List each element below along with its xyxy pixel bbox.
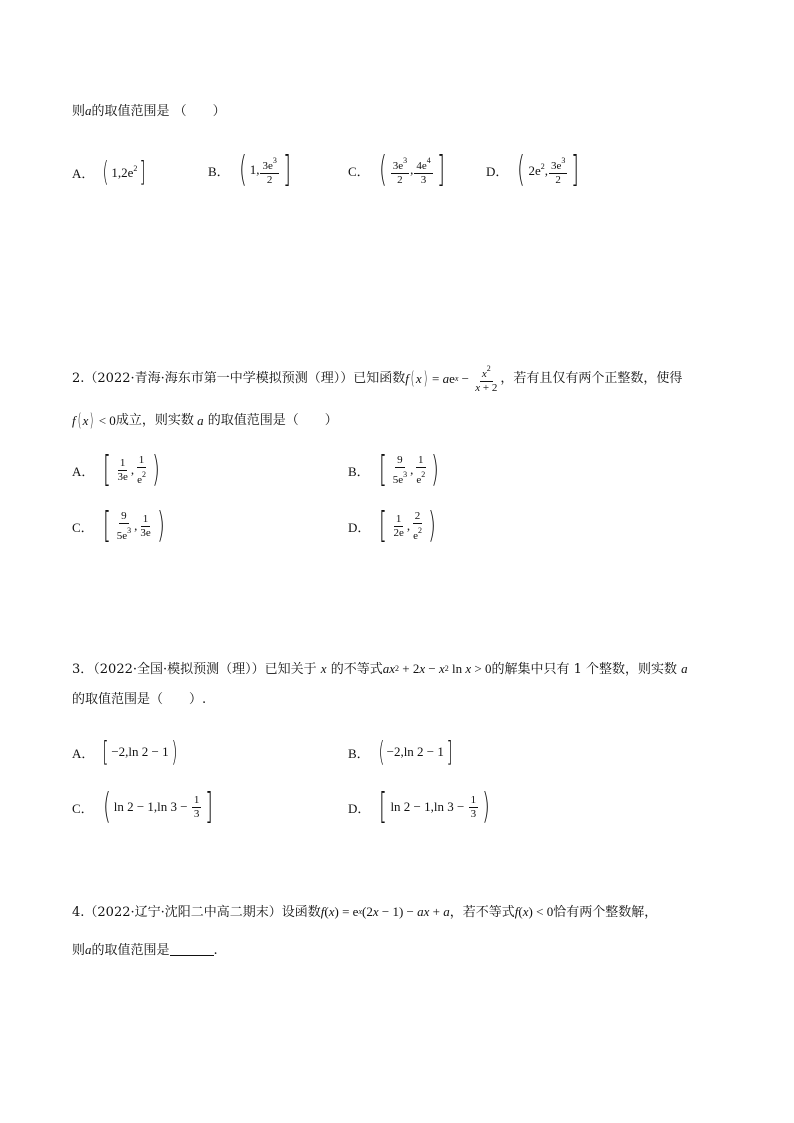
q1-stem: 则a的取值范围是 （ ） (72, 103, 226, 119)
q4-stem-line2: 则a的取值范围是 . (72, 942, 218, 958)
q3-option-c: C． ( ln 2 − 1,ln 3 − $\frac{1}{3}$ ] (72, 789, 216, 825)
q3-stem-line1: 3．（2022·全国·模拟预测（理））已知关于 x 的不等式 ax 2 + 2 x − x 2 ln x > 0 的解集中只有 1 个整数，则实数 a (72, 661, 688, 677)
q2-inequality: f ( x ) < 0 (72, 410, 116, 431)
q2-option-a-math: [ $\frac{1}{3e}$ , $\frac{1}{e^2}$ ) (103, 449, 160, 490)
q3-option-b-math: ( −2,ln 2 − 1 ] (378, 735, 453, 768)
q3-inequality: ax 2 + 2 x − x 2 ln x > 0 (382, 661, 492, 676)
q4-inequality: f ( x ) < 0 (514, 904, 554, 919)
q2-function-formula: f ( x ) = a e x − $\frac{x^2}{x + 2}$ (405, 364, 498, 394)
q2-option-b-math: [ $\frac{9}{5e^3}$ , $\frac{1}{e^2}$ ) (378, 449, 440, 490)
q2-stem-line1: 2.（2022·青海·海东市第一中学模拟预测（理））已知函数 f ( x ) = a e x − $\frac{x^2}{x + 2}$ ，若有且仅有两个正整数，使得 (72, 364, 683, 394)
q2-option-c-math: [ $\frac{9}{5e^3}$ , $\frac{1}{3e}$ ) (102, 505, 165, 546)
q4-stem-line1: 4.（2022·辽宁·沈阳二中高二期末）设函数 f ( x ) = e x (2 x − 1) − ax + a ，若不等式 f ( x ) < 0 恰有两个整数解， (72, 904, 658, 920)
q3-option-a: A． [ −2,ln 2 − 1 ) (72, 738, 180, 766)
q1-option-b: B． ( 1, $\frac{3e^3}{2}$ ] (208, 152, 294, 188)
q1-option-d-math: ( $2e^2$, $\frac{3e^3}{2}$ ] (517, 149, 580, 190)
q2-stem-line2: f ( x ) < 0 成立，则实数 a 的取值范围是（ ） (72, 407, 338, 435)
q3-option-d-math: [ ln 2 − 1,ln 3 − $\frac{1}{3}$ ) (379, 786, 490, 827)
answer-blank[interactable] (170, 941, 214, 956)
q3-stem-line2: 的取值范围是（ ）. (72, 692, 207, 707)
q3-option-a-math: [ −2,ln 2 − 1 ) (102, 735, 178, 768)
q2-option-b: B． [ $\frac{9}{5e^3}$ , $\frac{1}{e^2}$ ) (348, 452, 442, 488)
q3-option-c-math: ( ln 2 − 1,ln 3 − $\frac{1}{3}$ ] (102, 786, 214, 827)
q1-option-d: D． ( $2e^2$, $\frac{3e^3}{2}$ ] (486, 152, 582, 188)
q1-option-c: C． ( $\frac{3e^3}{2}$ , $\frac{4e^4}{3}$ ] (348, 152, 448, 188)
q2-option-a: A． [ $\frac{1}{3e}$ , $\frac{1}{e^2}$ ) (72, 452, 163, 488)
q2-option-c: C． [ $\frac{9}{5e^3}$ , $\frac{1}{3e}$ ) (72, 508, 168, 544)
q1-option-a-math: ( $1,2e^2$ ] (102, 155, 146, 188)
q3-option-d: D． [ ln 2 − 1,ln 3 − $\frac{1}{3}$ ) (348, 789, 493, 825)
q1-option-c-math: ( $\frac{3e^3}{2}$ , $\frac{4e^4}{3}$ ] (378, 149, 445, 190)
q2-option-d: D． [ $\frac{1}{2e}$ , $\frac{2}{e^2}$ ) (348, 508, 439, 544)
q4-function-formula: f ( x ) = e x (2 x − 1) − ax + a (320, 904, 450, 919)
q1-option-b-math: ( 1, $\frac{3e^3}{2}$ ] (238, 149, 291, 190)
q3-option-b: B． ( −2,ln 2 − 1 ] (348, 738, 455, 766)
q1-option-a: A． ( $1,2e^2$ ] (72, 158, 148, 186)
q2-option-d-math: [ $\frac{1}{2e}$ , $\frac{2}{e^2}$ ) (379, 505, 436, 546)
